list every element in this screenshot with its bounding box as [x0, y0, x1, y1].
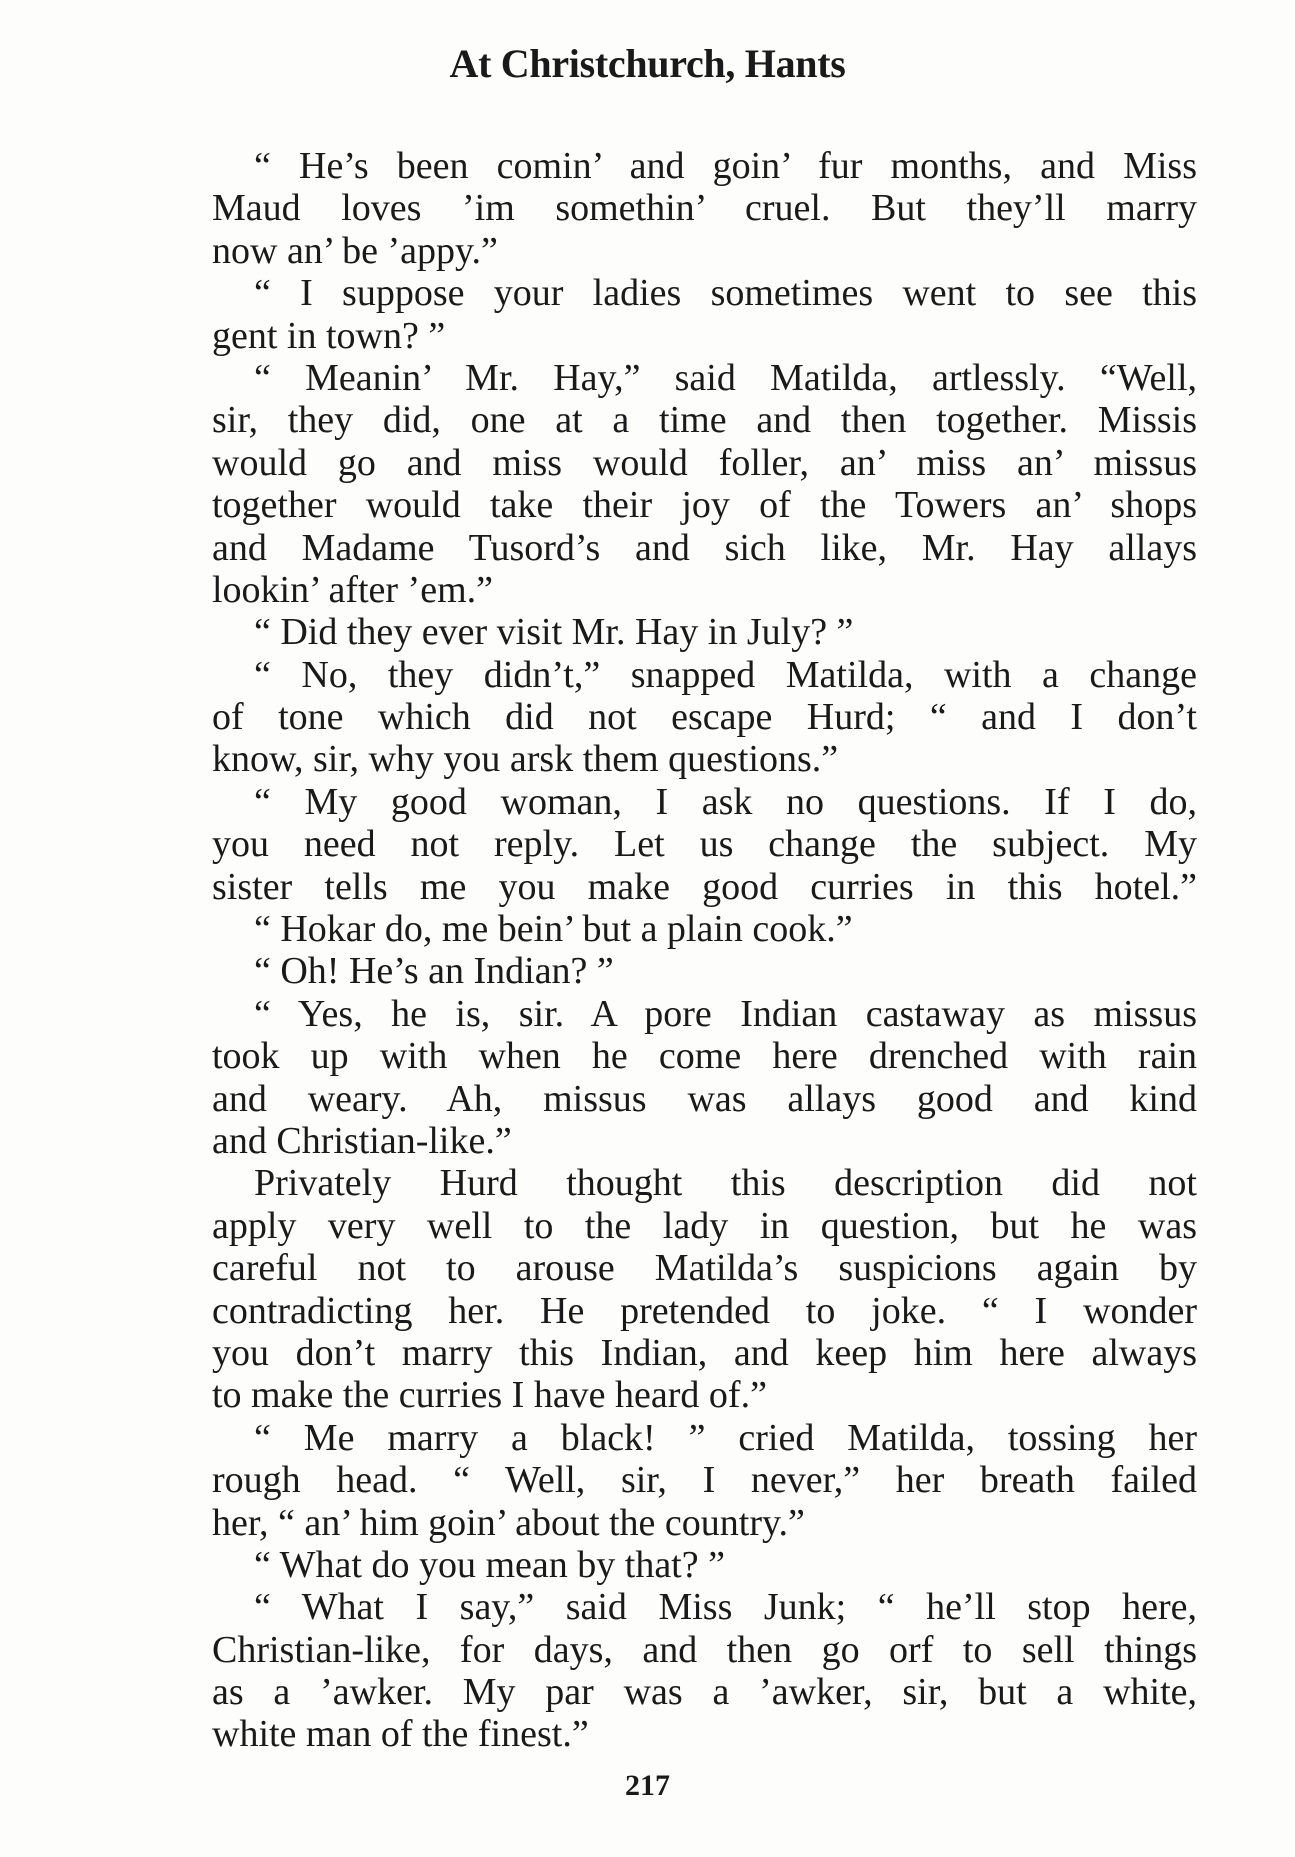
text-line: gent in town? ” — [212, 314, 446, 357]
page-number: 217 — [625, 1769, 670, 1802]
text-line: careful not to arouse Matilda’s suspicions again by — [212, 1247, 1197, 1290]
text-line: Christian-like, for days, and then go orf to sell things — [212, 1628, 1197, 1671]
text-line: you don’t marry this Indian, and keep him here always — [212, 1331, 1197, 1374]
text-line: “ Meanin’ Mr. Hay,” said Matilda, artlessly. “Well, — [254, 356, 1197, 399]
text-line: contradicting her. He pretended to joke. “ I wonder — [212, 1289, 1197, 1332]
text-line: her, “ an’ him goin’ about the country.” — [212, 1501, 805, 1544]
text-line: know, sir, why you arsk them questions.” — [212, 738, 839, 781]
text-line: “ Yes, he is, sir. A pore Indian castaway as missus — [254, 992, 1197, 1035]
running-head: At Christchurch, Hants — [449, 41, 846, 86]
text-line: took up with when he come here drenched with rain — [212, 1035, 1197, 1078]
text-line: “ No, they didn’t,” snapped Matilda, with a change — [254, 653, 1197, 696]
text-line: Maud loves ’im somethin’ cruel. But they’ll marry — [212, 187, 1197, 230]
text-line: you need not reply. Let us change the subject. My — [212, 823, 1197, 866]
text-line: white man of the finest.” — [212, 1713, 589, 1756]
text-line: to make the curries I have heard of.” — [212, 1374, 767, 1417]
body-text — [212, 145, 1197, 1756]
text-line: “ Did they ever visit Mr. Hay in July? ” — [254, 611, 854, 654]
text-line: lookin’ after ’em.” — [212, 568, 493, 611]
text-line: apply very well to the lady in question, but he was — [212, 1204, 1197, 1247]
text-line: “ Me marry a black! ” cried Matilda, tossing her — [254, 1416, 1197, 1459]
text-line: would go and miss would foller, an’ miss an’ missus — [212, 441, 1197, 484]
text-line: sister tells me you make good curries in this hotel.” — [212, 865, 1197, 908]
text-line: of tone which did not escape Hurd; “ and I don’t — [212, 696, 1197, 739]
text-line: and Madame Tusord’s and sich like, Mr. Hay allays — [212, 526, 1197, 569]
text-line: as a ’awker. My par was a ’awker, sir, but a white, — [212, 1671, 1197, 1714]
text-line: together would take their joy of the Towers an’ shops — [212, 484, 1197, 527]
text-line: “ I suppose your ladies sometimes went to see this — [254, 272, 1197, 315]
text-line: “ What do you mean by that? ” — [254, 1543, 725, 1586]
text-line: and Christian-like.” — [212, 1119, 512, 1162]
text-line: rough head. “ Well, sir, I never,” her breath failed — [212, 1459, 1197, 1502]
text-line: now an’ be ’appy.” — [212, 229, 498, 272]
text-line: “ He’s been comin’ and goin’ fur months, and Miss — [254, 145, 1197, 187]
text-line: and weary. Ah, missus was allays good and kind — [212, 1077, 1197, 1120]
text-line: “ Oh! He’s an Indian? ” — [254, 950, 614, 993]
text-line: “ What I say,” said Miss Junk; “ he’ll stop here, — [254, 1586, 1197, 1629]
text-line: “ Hokar do, me bein’ but a plain cook.” — [254, 908, 853, 951]
text-line: “ My good woman, I ask no questions. If I do, — [254, 780, 1197, 823]
text-line: sir, they did, one at a time and then together. Missis — [212, 399, 1197, 442]
text-line: Privately Hurd thought this description did not — [254, 1162, 1197, 1205]
